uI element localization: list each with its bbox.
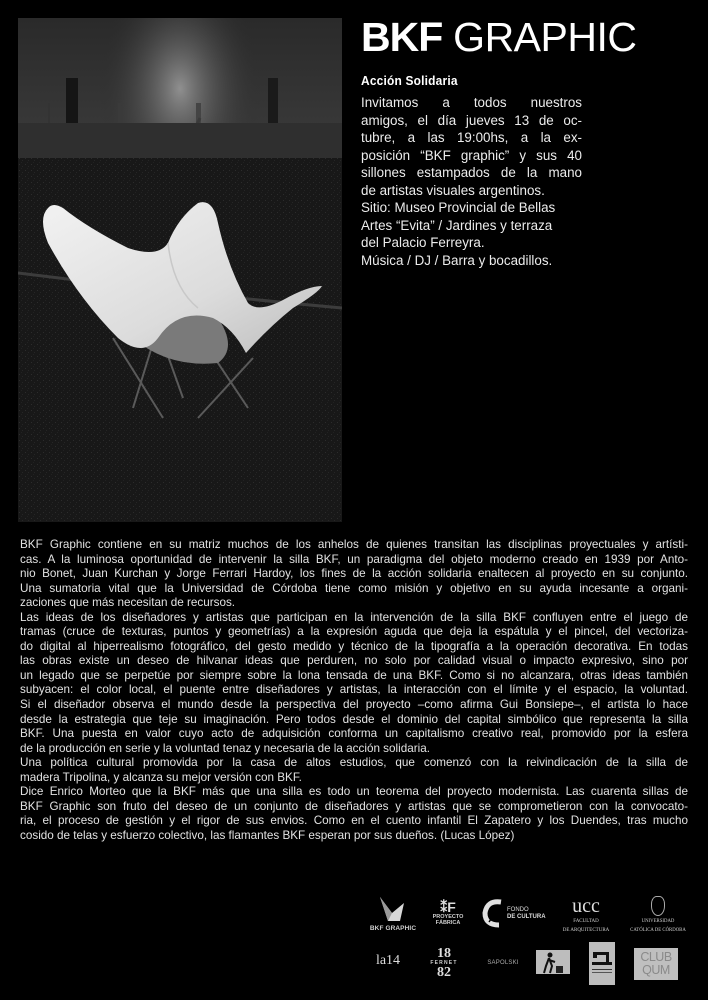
logo-ucc-arquitectura: [562, 896, 610, 936]
bkf-chair-photo: [18, 18, 342, 522]
logo-sewing-machine: [589, 942, 615, 985]
article-line: cas. A la luminosa oportunidad de intervenir la silla BKF, un paradigma del objeto moderno creado en 1939 por Anto-: [20, 552, 688, 566]
invite-line: posición “BKF graphic” y sus 40: [361, 147, 582, 163]
article-line: tramas (cruce de texturas, puntos y geometrías) a la expresión aguda que deja la espátula y el pincel, del vectoriza-: [20, 625, 688, 639]
article-line: desde la estrategia que teje su imaginación. Pero todos desde el dominio del capital simbólico que representa la silla: [20, 712, 688, 726]
fondo-cultura-c-icon: [481, 898, 505, 928]
invite-line: Invitamos a todos nuestros: [361, 95, 582, 110]
pf-mark-icon: ⁑F: [440, 899, 456, 915]
article-line: Una sumatoria vital que la Universidad de Córdoba tiene como misión y objetivo en su ayuda incesante a organi-: [20, 581, 688, 595]
invite-line: de artistas visuales argentinos.: [361, 182, 545, 198]
figure-icon: [536, 950, 570, 974]
invitation-text: [361, 94, 582, 269]
pf-caption-1: PROYECTO: [432, 914, 464, 920]
article-line: Una política cultural promovida por la casa de altos estudios, que comenzó con la reivindicación de la silla de: [20, 756, 688, 770]
crest-icon: [651, 896, 665, 916]
invite-line: sillones estampados de la mano: [361, 165, 582, 180]
ucc-caption-2: DE ARQUITECTURA: [562, 928, 610, 933]
la14-wordmark: la14: [375, 953, 401, 968]
fernet-82: 82: [437, 965, 451, 980]
fc-caption-1: FONDO: [507, 907, 529, 913]
article-line: BKF Graphic contiene en su matriz muchos de los anhelos de quienes transitan las disciplinas proyectuales y artísti-: [20, 538, 688, 551]
article-line: Las ideas de los diseñadores y artistas que participan en la intervención de la silla BKF confluyen entre el juego de: [20, 610, 688, 624]
logo-proyecto-fabrica: [428, 900, 468, 940]
logo-universidad-catolica: [622, 896, 694, 940]
article-line: do digital al hiperrealismo fotográfico, del gesto medido y técnico de la tipografía a la operación decorativa. En todas: [20, 639, 688, 653]
logo-fernet-1882: [424, 947, 464, 983]
article-line: ria, el proceso de gestión y el rigor de sus envios. Como en el cuento infantil El Zapatero y los Duendes, tras mucho: [20, 814, 688, 828]
bkf-graphic-caption: BKF GRAPHIC: [369, 925, 417, 932]
invite-venue-line: Sitio: Museo Provincial de Bellas: [361, 200, 556, 215]
article-line: de la producción en serie y la voluntad tenaz y necesaria de la acción solidaria.: [20, 741, 430, 755]
invite-venue-line: del Palacio Ferreyra.: [361, 235, 485, 250]
logo-bkf-graphic: [368, 895, 418, 937]
article-line: Dice Enrico Morteo que la BKF más que una silla es todo un teorema del proyecto modernista. Las cuarenta sillas de: [20, 785, 688, 799]
article-line: BKF Graphic son fruto del deseo de un conjunto de diseñadores y artistas que se comprometieron con la convocato-: [20, 799, 688, 813]
logo-club-qum: [634, 948, 678, 980]
article-line: Si el diseñador observa el mundo desde la perspectiva del proyecto –como afirma Gui Bonsiepe–, el artista lo hace: [20, 698, 688, 712]
bkf-butterfly-icon: [368, 895, 418, 925]
article-line: zaciones que más necesitan de recursos.: [20, 596, 236, 610]
pf-caption-2: FÁBRICA: [435, 920, 461, 926]
fc-caption-2: DE CULTURA: [507, 914, 546, 920]
event-subtitle: Acción Solidaria: [361, 73, 458, 88]
qum-word: QUM: [642, 963, 670, 977]
sewing-machine-icon: [589, 942, 615, 985]
ucc-wordmark: ucc: [572, 895, 600, 917]
article-body: [20, 538, 688, 843]
fernet-18: 18: [437, 946, 451, 961]
title-bkf: BKF: [361, 14, 443, 60]
chair-photo-illustration: [18, 18, 342, 522]
club-word: CLUB: [640, 950, 672, 964]
invite-program-line: Música / DJ / Barra y bocadillos.: [361, 252, 553, 268]
article-line: BKF. Una puesta en valor cuyo acto de adquisición conforma un capitalismo creativo real, promovido por la esfera: [20, 727, 688, 741]
logo-sapolski: SAPOLSKI: [487, 960, 519, 966]
logo-fondo-de-cultura: [481, 898, 547, 934]
logo-figure-box: [536, 942, 570, 986]
article-line: madera Tripolina, y alcanza su mejor versión con BKF.: [20, 770, 302, 784]
invite-line: amigos, el día jueves 13 de oc-: [361, 112, 582, 128]
article-line: subyacen: el color local, el puente entre diseñadores y artistas, la interacción con el límite y el espacio, la voluntad.: [20, 683, 688, 697]
fernet-word: FERNET: [430, 960, 458, 966]
ucc-caption-1: FACULTAD: [573, 919, 599, 924]
univ-caption-2: CATÓLICA DE CÓRDOBA: [630, 927, 686, 933]
invite-line: tubre, a las 19:00hs, a la ex-: [361, 130, 582, 145]
article-line: las obras existe un deseo de hilvanar ideas que perduren, no solo por calidad visual o impacto expresivo, sino por: [20, 654, 688, 668]
logo-la14: [368, 953, 408, 981]
article-line: nio Bonet, Juan Kurchan y Jorge Ferrari Hardoy, los fines de la acción solidaria enaltecen al proyecto en su conjunto.: [20, 567, 688, 581]
article-line: un legado que se perpetúe por siempre sobre la lona tensada de una BKF. Como si no alcanzara, otras ideas también: [20, 668, 688, 682]
univ-caption-1: UNIVERSIDAD: [641, 919, 675, 924]
poster-title: [361, 14, 701, 60]
invite-venue-line: Artes “Evita” / Jardines y terraza: [361, 217, 553, 233]
title-graphic: GRAPHIC: [453, 14, 637, 60]
article-line: cosido de telas y esfuerzo colectivo, las flamantes BKF esperan por sus dueños. (Lucas López): [20, 828, 515, 842]
